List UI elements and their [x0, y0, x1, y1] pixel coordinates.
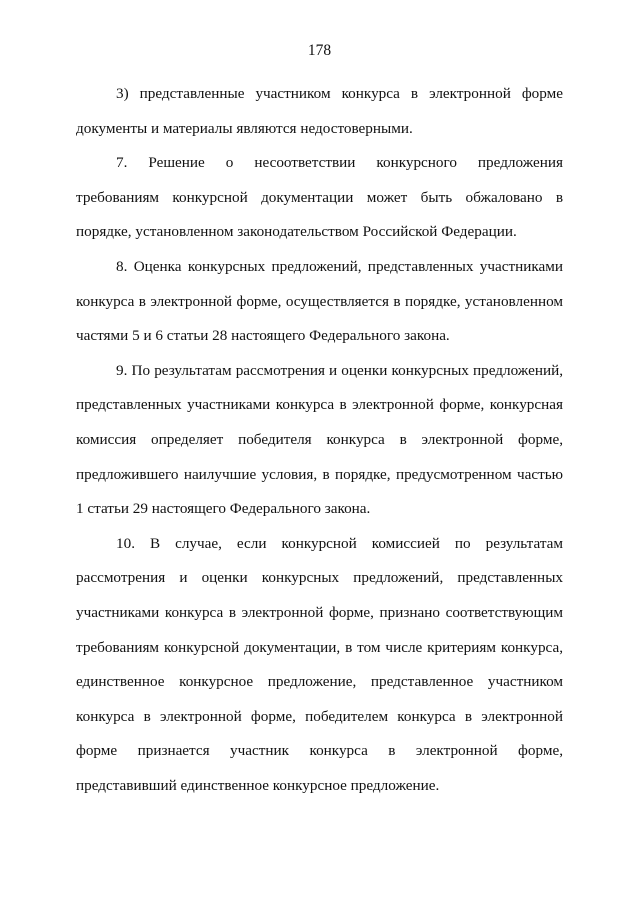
paragraph-9: 9. По результатам рассмотрения и оценки конкурсных предложений, представленных участниками конкурса в электронной форме, конкурсная комиссия определяет победителя конкурса в электронной форме, предложившего наилучшие условия, в порядке, предусмотренном частью 1 статьи 29 настоящего Федерального закона. — [76, 361, 563, 518]
page-number: 178 — [307, 42, 332, 59]
paragraph-10: 10. В случае, если конкурсной комиссией по результатам рассмотрения и оценки конкурсных предложений, представленных участниками конкурса в электронной форме, признано соответствующим требованиям конкурсной документации, в том числе критериям конкурса, единственное конкурсное предложение, представленное участником конкурса в электронной форме, победителем конкурса в электронной форме признается участник конкурса в электронной форме, представивший единственное конкурсное предложение. — [76, 534, 563, 794]
document-body — [76, 77, 563, 803]
paragraph-8: 8. Оценка конкурсных предложений, представленных участниками конкурса в электронной форме, осуществляется в порядке, установленном частями 5 и 6 статьи 28 настоящего Федерального закона. — [76, 257, 563, 345]
paragraph-item-3: 3) представленные участником конкурса в электронной форме документы и материалы являются недостоверными. — [76, 85, 563, 137]
paragraph-7: 7. Решение о несоответствии конкурсного предложения требованиям конкурсной документации может быть обжаловано в порядке, установленном законодательством Российской Федерации. — [76, 154, 563, 241]
